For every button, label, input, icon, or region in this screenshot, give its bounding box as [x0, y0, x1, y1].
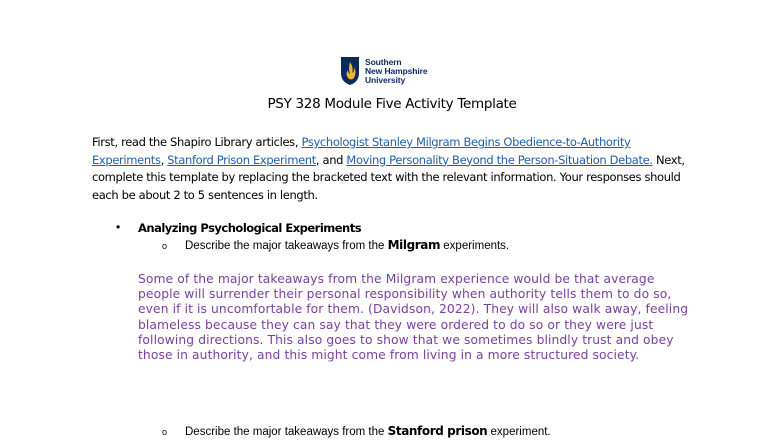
question-milgram-text: Describe the major takeaways from the — [185, 240, 388, 252]
logo-wordmark — [365, 58, 427, 85]
logo-line-1: Southern — [365, 56, 402, 67]
link-stanford-article[interactable]: Stanford Prison Experiment — [167, 152, 316, 167]
question-stanford-keyword: Stanford prison — [387, 424, 488, 438]
section-bullet: • — [116, 220, 121, 234]
question-milgram-keyword: Milgram — [387, 238, 441, 252]
section-heading: Analyzing Psychological Experiments — [138, 221, 362, 235]
intro-sep-2: , and — [315, 152, 347, 167]
intro-paragraph — [92, 134, 702, 204]
link-personality-article[interactable]: Moving Personality Beyond the Person-Situation Debate. — [346, 152, 653, 167]
question-stanford-text: Describe the major takeaways from the — [185, 426, 388, 438]
intro-sep-1: , — [160, 152, 168, 167]
intro-prefix: First, read the Shapiro Library articles, — [92, 135, 302, 149]
document-title: PSY 328 Module Five Activity Template — [267, 96, 517, 112]
answer-milgram[interactable]: Some of the major takeaways from the Milgram experience would be that average people will surrender their personal responsibility when authority tells them to do so, even if it is uncomfortable for them. (Davidson, 2022). They will also walk away, feeling blameless because they can say that they were ordered to do so or they were just following directions. This also goes to show that we sometimes blindly trust and obey those in authority, and this might come from living in a more structured society. — [138, 272, 689, 363]
question-milgram-end: experiments. — [440, 240, 510, 252]
flame-shield-icon — [340, 56, 360, 86]
logo-line-3: University — [365, 74, 406, 85]
logo-line-2: New Hampshire — [365, 65, 428, 76]
university-logo — [340, 54, 450, 88]
sub-bullet-marker: o — [162, 241, 168, 251]
sub-bullet-marker: o — [162, 427, 168, 437]
link-milgram-article[interactable]: Psychologist Stanley Milgram Begins Obedience-to-Authority Experiments — [92, 135, 631, 167]
intro-suffix: Next, complete this template by replacing the bracketed text with the relevant information. Your responses should each be about 2 to 5 sentences in length. — [92, 152, 685, 202]
question-stanford-end: experiment. — [487, 426, 551, 438]
